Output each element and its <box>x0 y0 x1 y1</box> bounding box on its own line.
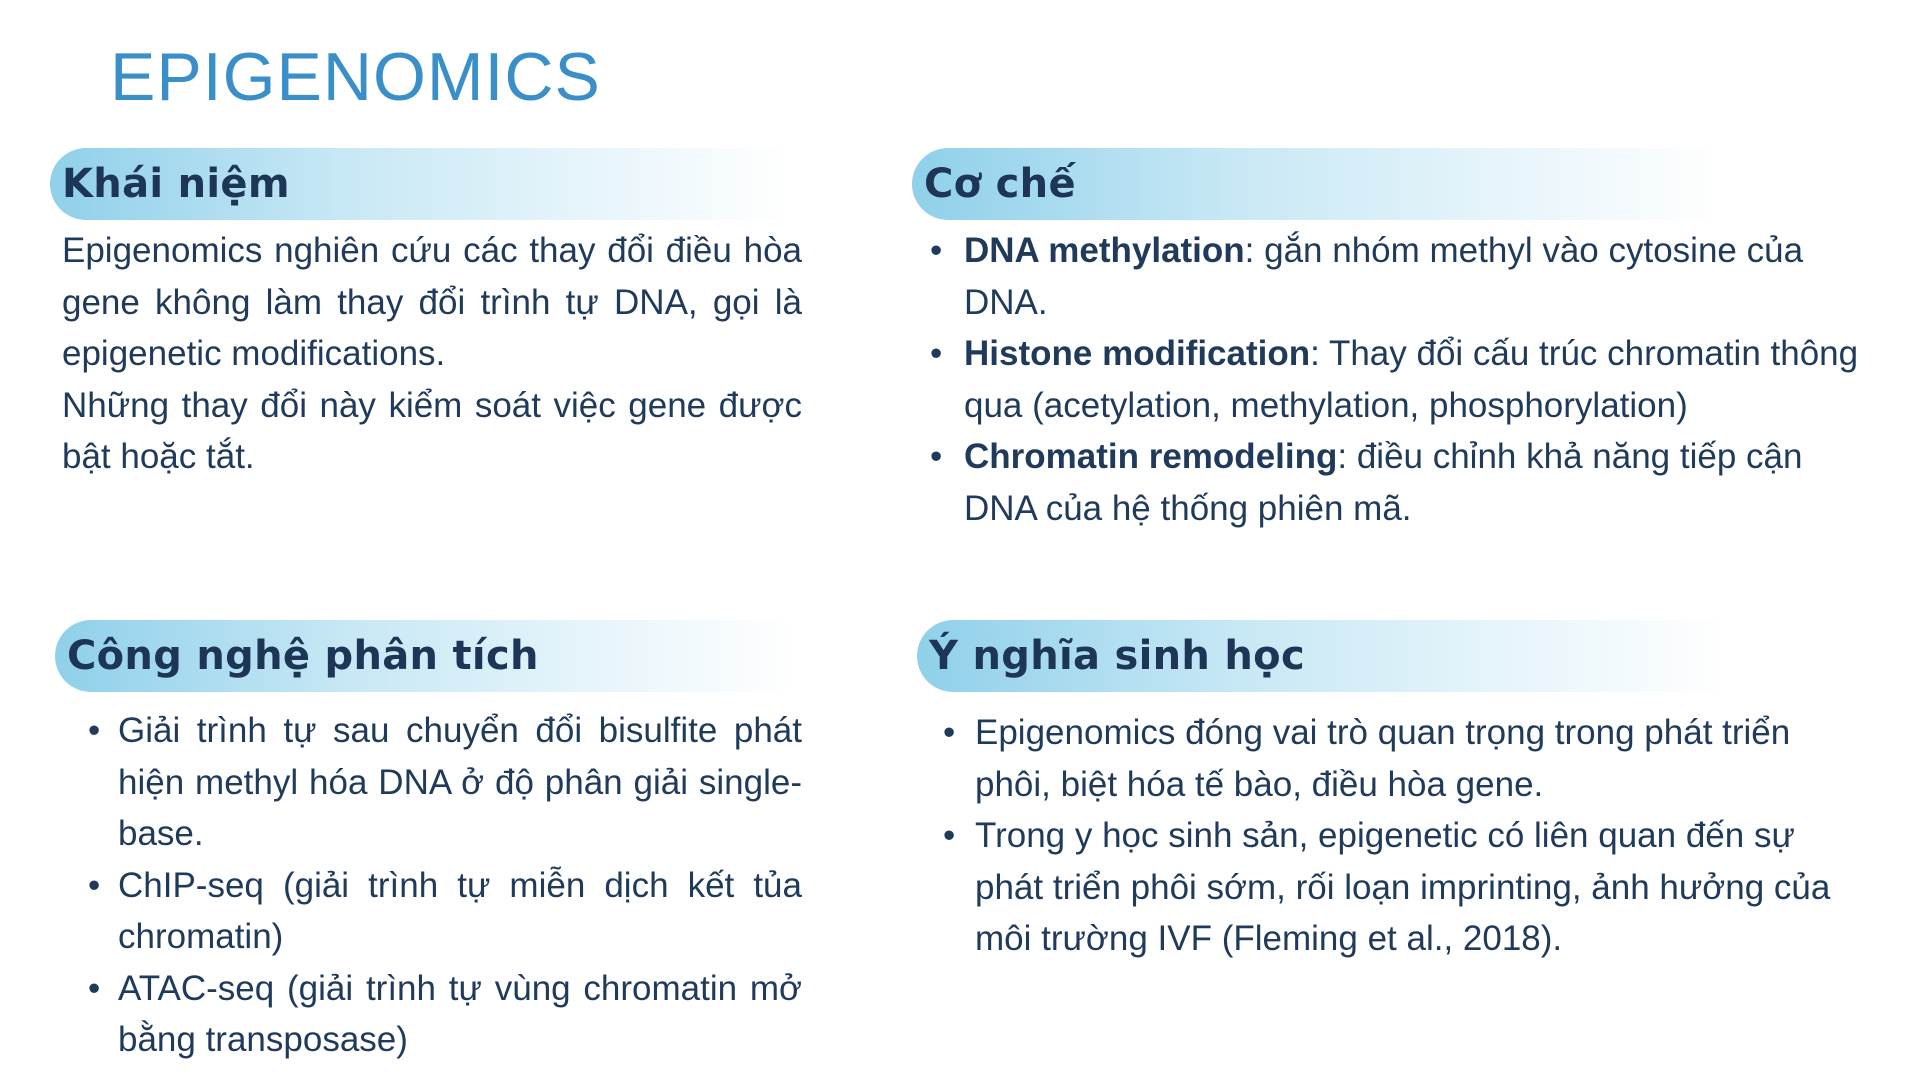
list-item <box>916 431 1876 534</box>
significance-heading: Ý nghĩa sinh học <box>929 633 1305 679</box>
slide-title: EPIGENOMICS <box>110 39 601 115</box>
technology-list <box>62 705 802 1066</box>
technology-body <box>62 705 802 1066</box>
list-item: • Trong y học sinh sản, epigenetic có liên quan đến sự phát triển phôi sớm, rối loạn imprinting, ảnh hưởng của môi trường IVF (Fleming et al., 2018). <box>917 810 1857 965</box>
list-item: • Giải trình tự sau chuyển đổi bisulfite phát hiện methyl hóa DNA ở độ phân giải single-base. <box>62 705 802 860</box>
list-item-text: : điều chỉnh khả năng tiếp cận DNA của hệ thống phiên mã. <box>964 437 1803 528</box>
list-item-term: DNA methylation <box>964 231 1245 270</box>
significance-list <box>917 707 1857 965</box>
significance-heading-bar <box>917 620 1727 692</box>
list-item: • ATAC-seq (giải trình tự vùng chromatin mở bằng transposase) <box>62 963 802 1066</box>
concept-paragraph: Epigenomics nghiên cứu các thay đổi điều hòa gene không làm thay đổi trình tự DNA, gọi là epigenetic modifications. <box>62 231 802 373</box>
mechanism-list <box>916 225 1876 534</box>
list-item: • ChIP-seq (giải trình tự miễn dịch kết tủa chromatin) <box>62 860 802 963</box>
list-item-text: : Thay đổi cấu trúc chromatin thông qua (acetylation, methylation, phosphorylation) <box>964 334 1859 425</box>
list-item-term: Chromatin remodeling <box>964 437 1338 476</box>
mechanism-heading: Cơ chế <box>924 161 1076 207</box>
technology-heading: Công nghệ phân tích <box>67 633 539 679</box>
mechanism-heading-bar <box>912 148 1722 220</box>
mechanism-body <box>916 225 1876 534</box>
concept-heading-bar <box>50 148 790 220</box>
significance-body <box>917 707 1857 965</box>
list-item <box>916 225 1876 328</box>
concept-heading: Khái niệm <box>62 161 290 207</box>
list-item-term: Histone modification <box>964 334 1311 373</box>
list-item: • Epigenomics đóng vai trò quan trọng trong phát triển phôi, biệt hóa tế bào, điều hòa gene. <box>917 707 1857 810</box>
concept-paragraph: Những thay đổi này kiểm soát việc gene được bật hoặc tắt. <box>62 385 802 476</box>
list-item-text: : gắn nhóm methyl vào cytosine của DNA. <box>964 231 1804 322</box>
technology-heading-bar <box>55 620 795 692</box>
concept-body <box>62 225 802 483</box>
list-item <box>916 328 1876 431</box>
